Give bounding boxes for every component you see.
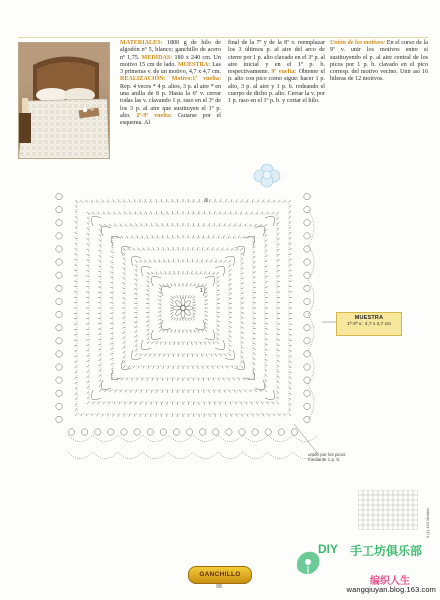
diy-logo-cn: 手工坊俱乐部 [350,544,423,558]
column2-text-a: final de la 7ª y de la 8ª v. reemplazar los 3 últimos p. al aire del arco de cierre por 1 p. alto clavado en el 3º p. al aire inicial y en el 1º p. b. respectivamente. [228,40,325,76]
materiales-label: MATERIALES: [120,40,163,46]
diy-logo-text: DIY [318,542,339,556]
page-number: 68 [216,584,222,590]
bedroom-image [19,43,109,158]
muestra-subtitle: 1ª-3ª v.: 4,7 x 4,7 cm [347,322,391,327]
union-text: En el curso de la 9ª v. unir los motivos entre sí sustituyendo el p. al aire central de los picos por 1 p. b. clavado en el pico corresp. del motivo vecino. Unir así 16 hileras de 12 motivos. [330,40,428,83]
bedspread-photo [18,42,110,159]
instructions-column-3 [330,40,428,84]
instructions-column-2 [228,40,325,106]
side-code: 0 (1) 150 Modelo [425,507,430,538]
grid-sample [358,490,418,530]
muestra-box [336,312,402,336]
realizacion-text: Rep. 4 veces * 4 p. altos, 3 p. al aire * en una anilla de 8 p. Hasta la 6ª v. cerrar todas las v. clavando 1 p. raso en el 3º de los 3 p. al aire que sustituyen el 1º p. alto. [120,83,221,119]
medidas-label: MEDIDAS: [141,54,173,61]
top-rule [18,37,428,38]
union-label: Unión de los motivos: [330,40,386,46]
row-marker-1: 1 [200,288,203,294]
vuelta-9-label: 9ª vuelta: [271,69,297,76]
column2-text-b: Obtener el p. alto con pico como sigue: hacer 1 p. alto, 3 p. al aire y 1 p. b. rodeando el cuerpo de dicho p. alto. Cerrar la v. por 1 p. raso en el 1º p. b. y cortar el hilo. [228,69,325,105]
ganchillo-badge: GANCHILLO [188,566,252,584]
row-marker-9: 9 [205,198,208,204]
vuelta-2-9-text: Guiarse por el esquema. Al [120,112,221,127]
realizacion-label: REALIZACIÓN: Motivo:1ª vuelta: [120,76,221,83]
muestra-title: MUESTRA [354,315,384,321]
muestra-label: MUESTRA: [177,61,211,68]
website-url: wangqiuyan.blog.163.com [346,585,436,594]
join-note-pointer [290,420,320,456]
instructions-column-1 [120,40,221,128]
medidas-text: 180 x 240 cm. Un motivo 15 cm de lado. [120,54,221,68]
materiales-text: 1800 g de hilo de algodón nº 5, blanco; ganchillo de acero nº 1,75. [120,40,222,61]
diy-logo-cn-small: 编织人生 [370,576,410,587]
vuelta-2-9-label: 2ª-9ª vuelta: [136,112,173,119]
muestra-pointer-line [322,318,338,326]
crochet-chart [38,190,328,475]
flower-motif-icon [252,162,282,188]
muestra-text: Las 3 primeras v. de un motivo, 4,7 x 4,7 cm. [120,61,222,76]
join-note: unión por los picos mediante 1 p. b. [308,452,346,463]
